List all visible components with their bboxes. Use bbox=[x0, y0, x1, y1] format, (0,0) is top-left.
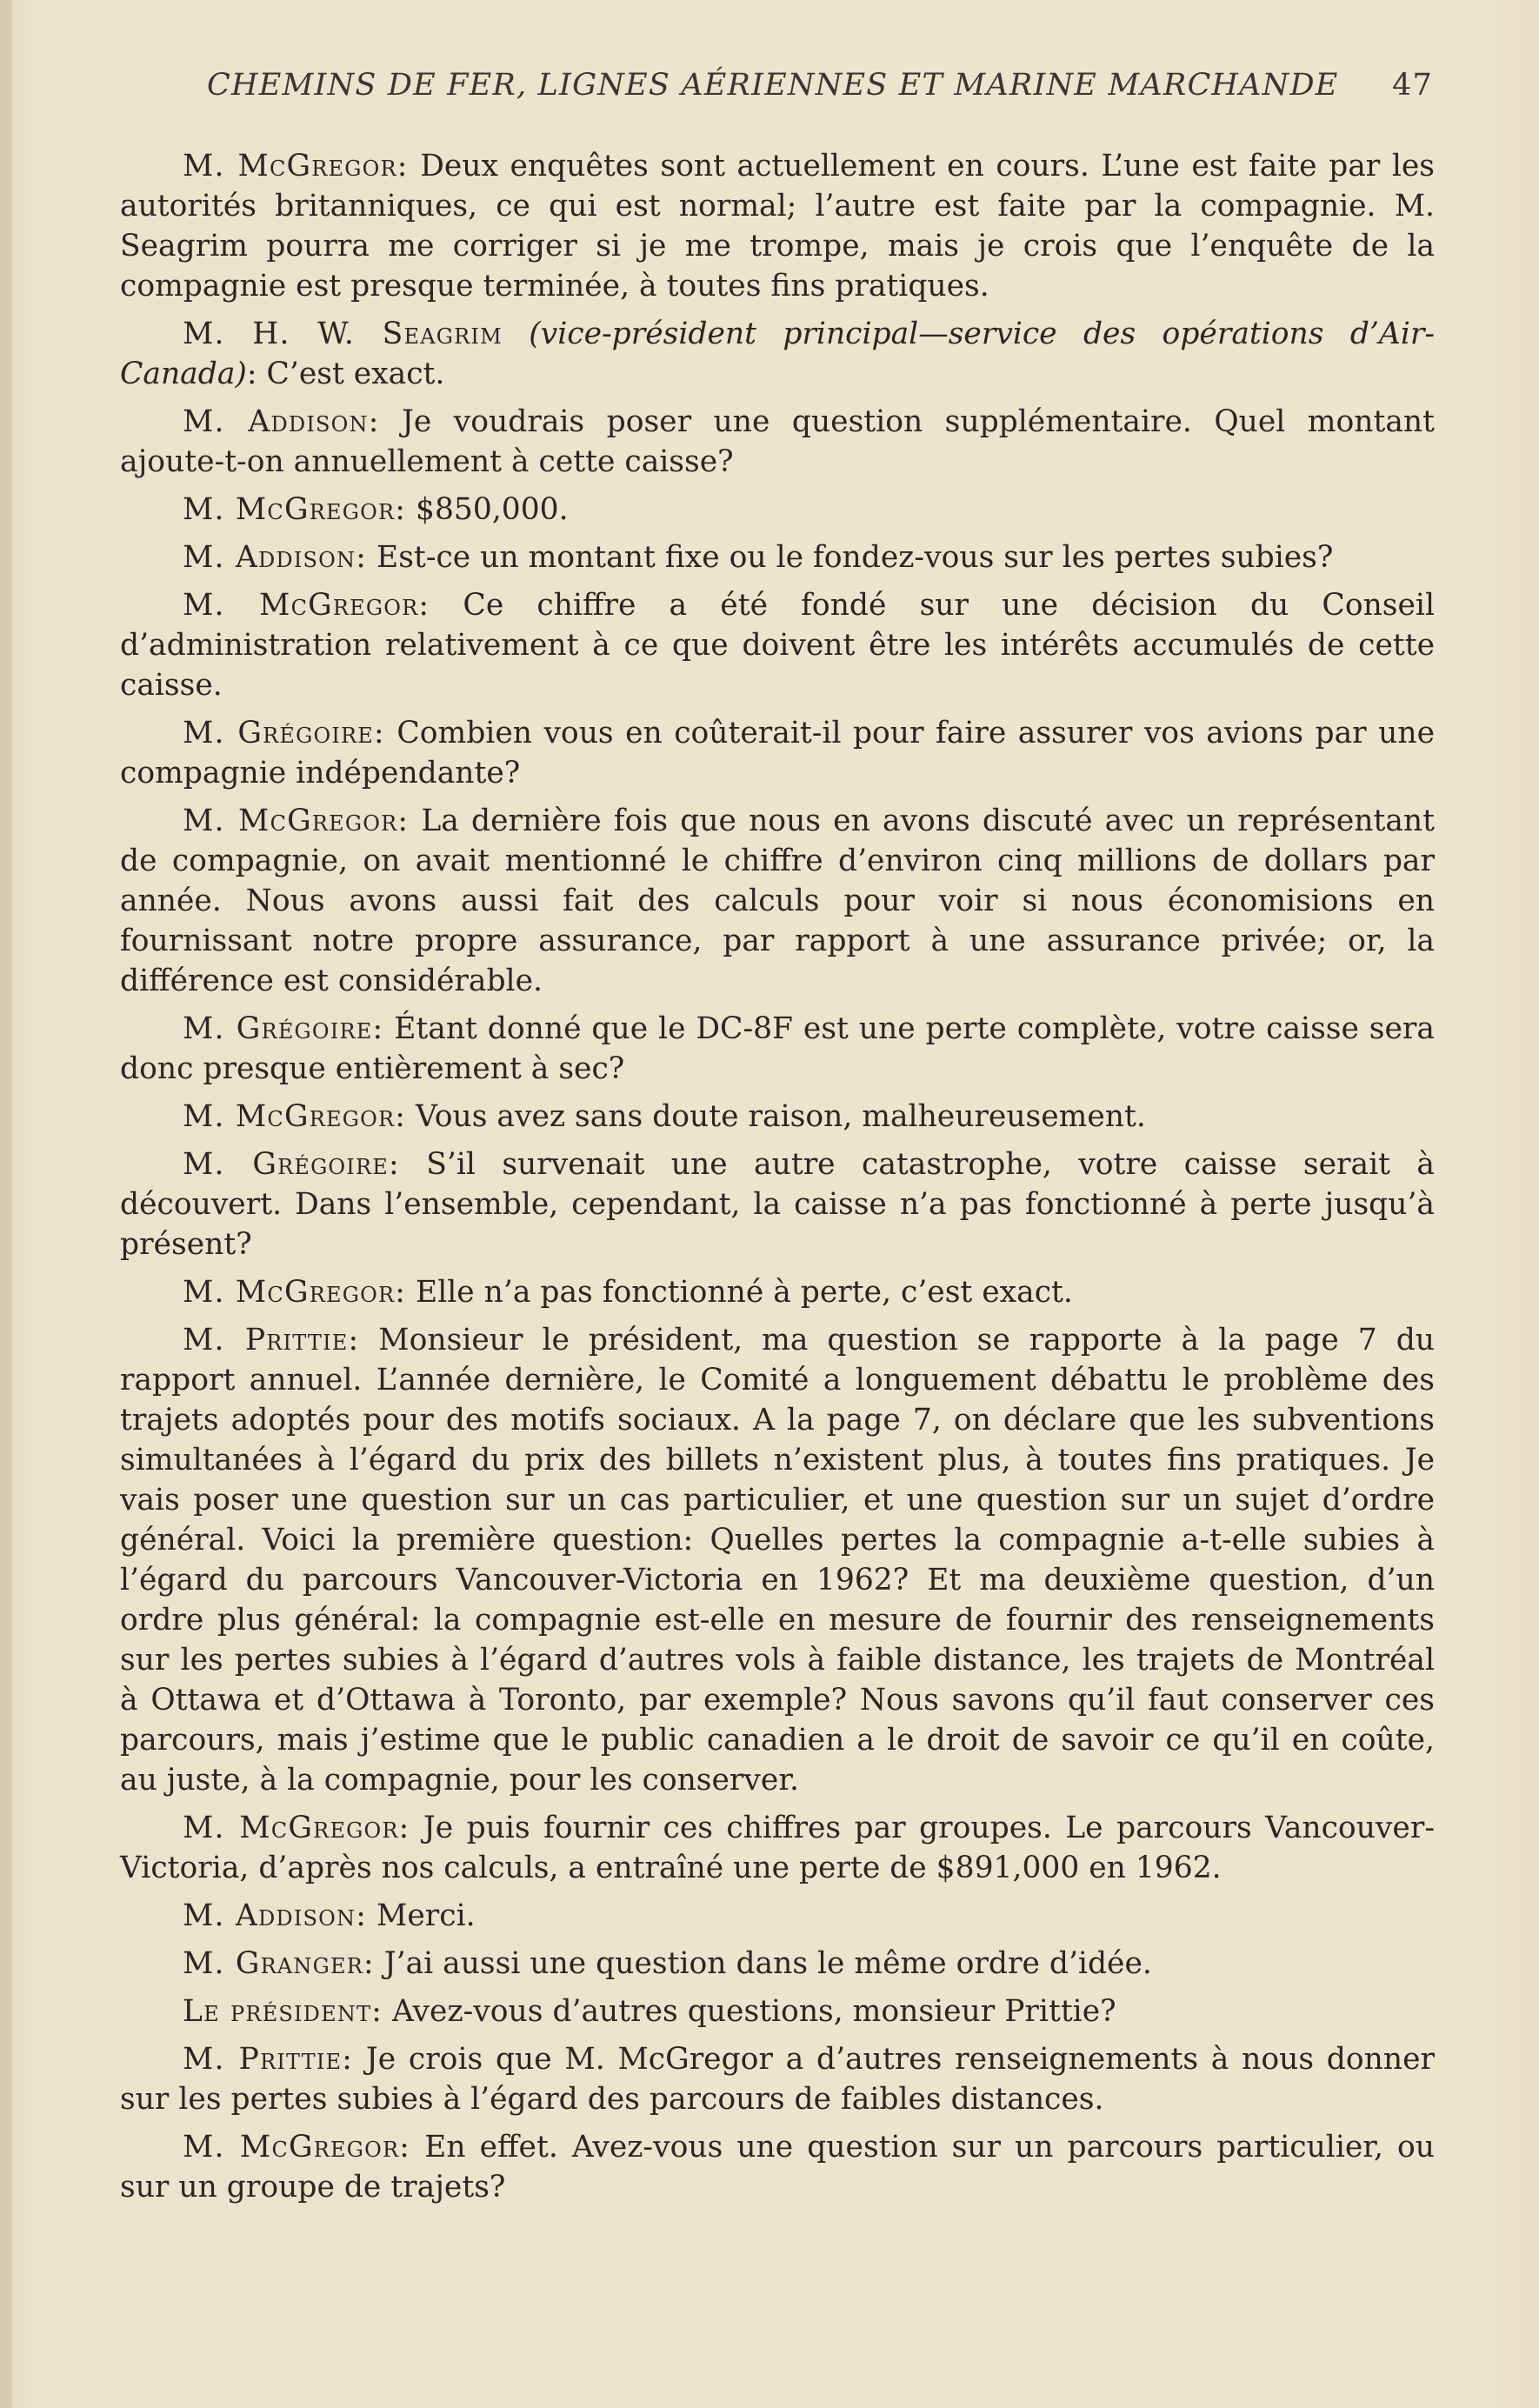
paragraph-text: Je voudrais poser une question supplémentaire. Quel montant ajoute-t-on annuellement à cette caisse? bbox=[120, 404, 1435, 479]
paragraph-text: Monsieur le président, ma question se rapporte à la page 7 du rapport annuel. L’année dernière, le Comité a longuement débattu le problème des trajets adoptés pour des motifs sociaux. A la page 7, on déclare que les subventions simultanées à l’égard du prix des billets n’existent plus, à toutes fins pratiques. Je vais poser une question sur un cas particulier, et une question sur un sujet d’ordre général. Voici la première question: Quelles pertes la compagnie a-t-elle subies à l’égard du parcours Vancouver-Victoria en 1962? Et ma deuxième question, d’un ordre plus général: la compagnie est-elle en mesure de fournir des renseignements sur les pertes subies à l’égard d’autres vols à faible distance, les trajets de Montréal à Ottawa et d’Ottawa à Toronto, par exemple? Nous savons qu’il faut conserver ces parcours, mais j’estime que le public canadien a le droit de savoir ce qu’il en coûte, au juste, à la compagnie, pour les conserver. bbox=[120, 1323, 1436, 1798]
transcript-paragraph bbox=[120, 1808, 1435, 1888]
paragraph-text: $850,000. bbox=[406, 492, 569, 527]
page-number: 47 bbox=[1392, 68, 1433, 103]
speaker-name: M. McGregor: bbox=[183, 588, 430, 623]
speaker-name: M. Grégoire: bbox=[183, 716, 385, 750]
speaker-name: M. Addison: bbox=[183, 1898, 368, 1933]
paragraph-text: La dernière fois que nous en avons discuté avec un représentant de compagnie, on avait mentionné le chiffre d’environ cinq millions de dollars par année. Nous avons aussi fait des calculs pour voir si nous économisions en fournissant notre propre assurance, par rapport à une assurance privée; or, la différence est considérable. bbox=[120, 804, 1435, 998]
paragraph-text: Avez-vous d’autres questions, monsieur Prittie? bbox=[383, 1994, 1116, 2029]
speaker-note-colon: : bbox=[246, 357, 257, 391]
speaker-name: M. Addison: bbox=[183, 540, 368, 575]
paragraph-text: Elle n’a pas fonctionné à perte, c’est exact. bbox=[406, 1275, 1073, 1310]
paragraph-text: J’ai aussi une question dans le même ordre d’idée. bbox=[374, 1946, 1152, 1981]
paragraph-text: Merci. bbox=[367, 1898, 476, 1933]
speaker-name: M. H. W. Seagrim bbox=[183, 317, 503, 351]
speaker-name: M. McGregor: bbox=[183, 149, 409, 183]
running-title: CHEMINS DE FER, LIGNES AÉRIENNES ET MARINE MARCHANDE bbox=[207, 68, 1339, 103]
speaker-name: M. McGregor: bbox=[183, 1811, 410, 1845]
paragraph-text: Je crois que M. McGregor a d’autres renseignements à nous donner sur les pertes subies à l’égard des parcours de faibles distances. bbox=[120, 2042, 1435, 2117]
transcript-paragraph bbox=[120, 1144, 1435, 1264]
transcript-paragraph bbox=[120, 537, 1435, 577]
paragraph-text: S’il survenait une autre catastrophe, votre caisse serait à découvert. Dans l’ensemble, cependant, la caisse n’a pas fonctionné à perte jusqu’à présent? bbox=[120, 1147, 1435, 1262]
speaker-name: M. Prittie: bbox=[183, 1323, 360, 1357]
paragraph-text: Combien vous en coûterait-il pour faire assurer vos avions par une compagnie indépendante? bbox=[120, 716, 1435, 790]
transcript-paragraph bbox=[120, 1944, 1435, 1984]
transcript-paragraph bbox=[120, 585, 1435, 705]
speaker-name: M. Granger: bbox=[183, 1946, 375, 1981]
transcript-paragraph bbox=[120, 1272, 1435, 1312]
speaker-name: M. Grégoire: bbox=[183, 1011, 384, 1046]
transcript-paragraph bbox=[120, 314, 1435, 394]
transcript-paragraph bbox=[120, 1097, 1435, 1137]
paragraph-text: Vous avez sans doute raison, malheureusement. bbox=[406, 1099, 1146, 1134]
paragraph-text: Je puis fournir ces chiffres par groupes. Le parcours Vancouver-Victoria, d’après nos calculs, a entraîné une perte de $891,000 en 1962. bbox=[120, 1811, 1435, 1885]
speaker-name: M. McGregor: bbox=[183, 804, 410, 838]
speaker-name: M. McGregor: bbox=[183, 492, 407, 527]
transcript-paragraph bbox=[120, 1320, 1435, 1800]
transcript-paragraph bbox=[120, 713, 1435, 793]
speaker-name: M. McGregor: bbox=[183, 2130, 411, 2165]
transcript-paragraph bbox=[120, 2127, 1435, 2207]
transcript-paragraph bbox=[120, 402, 1435, 482]
transcript-paragraph bbox=[120, 490, 1435, 530]
page-binding-edge bbox=[0, 0, 12, 2408]
running-header bbox=[207, 68, 1433, 120]
transcript-paragraph bbox=[120, 801, 1435, 1001]
paragraph-text: Étant donné que le DC-8F est une perte complète, votre caisse sera donc presque entièrement à sec? bbox=[120, 1011, 1435, 1086]
paragraph-text: Ce chiffre a été fondé sur une décision du Conseil d’administration relativement à ce que doivent être les intérêts accumulés de cette caisse. bbox=[120, 588, 1435, 703]
speaker-name: M. Prittie: bbox=[183, 2042, 354, 2077]
speaker-name: M. McGregor: bbox=[183, 1275, 407, 1310]
transcript-body bbox=[120, 146, 1435, 2215]
speaker-title-note: (vice-président principal—service des opérations d’Air-Canada) bbox=[120, 317, 1436, 391]
transcript-paragraph bbox=[120, 2039, 1435, 2119]
paragraph-text: Est-ce un montant fixe ou le fondez-vous sur les pertes subies? bbox=[367, 540, 1334, 575]
transcript-paragraph bbox=[120, 1009, 1435, 1089]
transcript-paragraph bbox=[120, 146, 1435, 306]
paragraph-text: En effet. Avez-vous une question sur un parcours particulier, ou sur un groupe de trajets? bbox=[120, 2130, 1435, 2205]
speaker-name: M. Addison: bbox=[183, 404, 380, 439]
speaker-name: Le président: bbox=[183, 1994, 383, 2029]
speaker-name: M. Grégoire: bbox=[183, 1147, 400, 1182]
transcript-paragraph bbox=[120, 1991, 1435, 2031]
transcript-paragraph bbox=[120, 1896, 1435, 1936]
speaker-name: M. McGregor: bbox=[183, 1099, 407, 1134]
paragraph-text: Deux enquêtes sont actuellement en cours. L’une est faite par les autorités britanniques, ce qui est normal; l’autre est faite par la compagnie. M. Seagrim pourra me corriger si je me trompe, mais je crois que l’enquête de la compagnie est presque terminée, à toutes fins pratiques. bbox=[120, 149, 1435, 304]
paragraph-text: C’est exact. bbox=[256, 357, 445, 391]
